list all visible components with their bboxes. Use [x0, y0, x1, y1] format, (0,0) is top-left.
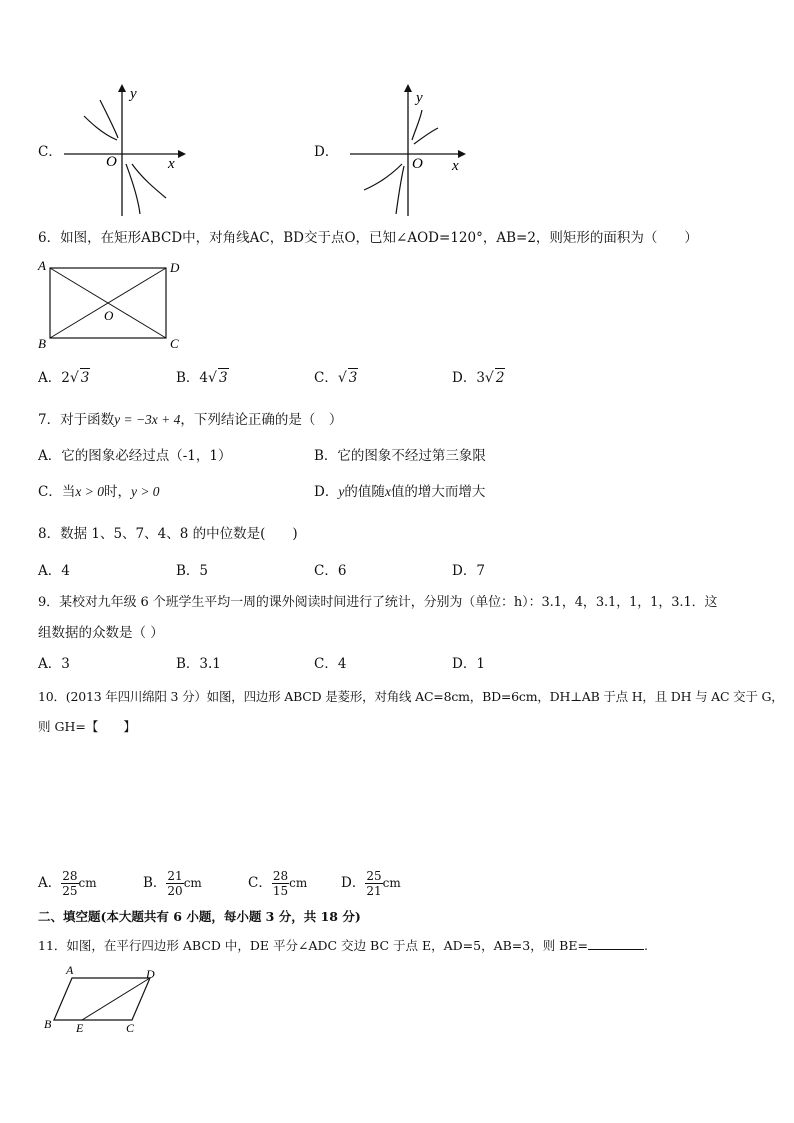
q11-label-c: C: [126, 1021, 135, 1034]
fraction: $\frac{21}{20}$: [167, 869, 183, 898]
q6-label-d: D: [170, 260, 180, 275]
fraction: $\frac{25}{21}$: [366, 869, 382, 898]
sqrt-icon: √: [337, 370, 347, 386]
q6-option-d[interactable]: D．3√ 2: [452, 370, 505, 386]
q5c-x-label: x: [168, 156, 175, 172]
q9-option-c[interactable]: C．4: [314, 656, 347, 672]
q5-option-d-label: D．: [314, 144, 339, 160]
q5-option-c-label: C．: [38, 144, 62, 160]
sqrt-icon: √: [69, 370, 79, 386]
sqrt-icon: √: [484, 370, 494, 386]
q8-text: 8．数据 1、5、7、4、8 的中位数是( ): [38, 526, 298, 542]
q11-label-d: D: [146, 967, 155, 981]
fraction: $\frac{28}{25}$: [62, 869, 78, 898]
q10-text-line1: 10．(2013 年四川绵阳 3 分）如图，四边形 ABCD 是菱形，对角线 AC=8cm，BD=6cm，DH⊥AB 于点 H，且 DH 与 AC 交于 G，: [38, 689, 784, 704]
q11-label-a: A: [66, 963, 74, 977]
fraction: $\frac{28}{15}$: [272, 869, 289, 898]
q9-text-line2: 组数据的众数是（ ）: [38, 625, 164, 641]
q10-option-c[interactable]: C． $\frac{28}{15}$ cm: [248, 869, 308, 898]
q9-option-b[interactable]: B．3.1: [176, 656, 221, 672]
q7-text: 7．对于函数y = −3x + 4，下列结论正确的是（ ）: [38, 412, 343, 428]
q6-label-a: A: [38, 258, 46, 273]
q6-option-c[interactable]: C．√ 3: [314, 370, 358, 386]
q7-function: y = −3x + 4: [114, 412, 181, 427]
q9-text-line1: 9．某校对九年级 6 个班学生平均一周的课外阅读时间进行了统计，分别为（单位：h）：3.1，4，3.1，1，1，3.1．这: [38, 595, 718, 610]
q7-option-a[interactable]: A．它的图象必经过点（-1，1）: [38, 448, 232, 464]
q8-option-c[interactable]: C．6: [314, 563, 347, 579]
q5-option-c-graph: [62, 80, 192, 218]
q8-option-d[interactable]: D．7: [452, 563, 485, 579]
q8-option-b[interactable]: B．5: [176, 563, 209, 579]
q10-text-line2: 则 GH=【 】: [38, 719, 136, 734]
q6-label-o: O: [104, 308, 114, 323]
q6-label-c: C: [170, 336, 179, 351]
q5c-origin-label: O: [106, 154, 117, 170]
q6-label-b: B: [38, 336, 46, 351]
q11-label-e: E: [76, 1021, 84, 1034]
sqrt-icon: √: [208, 370, 217, 386]
q6-option-b[interactable]: B．4√ 3: [176, 370, 228, 386]
q7-option-d[interactable]: D．y的值随x值的增大而增大: [314, 484, 486, 500]
q8-option-a[interactable]: A．4: [38, 563, 70, 579]
q7-option-c[interactable]: C．当x > 0时，y > 0: [38, 484, 160, 500]
q9-option-d[interactable]: D．1: [452, 656, 485, 672]
q5d-y-label: y: [416, 90, 423, 106]
q10-option-a[interactable]: A． $\frac{28}{25}$ cm: [38, 869, 97, 898]
q7-option-b[interactable]: B．它的图象不经过第三象限: [314, 448, 486, 464]
q6-option-a[interactable]: A．2√ 3: [38, 370, 90, 386]
q5d-origin-label: O: [412, 156, 423, 172]
q6-text: 6．如图，在矩形ABCD中，对角线AC，BD交于点O，已知∠AOD=120°，AB=2，则矩形的面积为（ ）: [38, 230, 698, 246]
q6-rectangle-figure: [32, 256, 192, 352]
q9-option-a[interactable]: A．3: [38, 656, 70, 672]
q11-text: 11．如图，在平行四边形 ABCD 中，DE 平分∠ADC 交边 BC 于点 E，AD=5，AB=3，则 BE= .: [38, 938, 648, 953]
q11-label-b: B: [44, 1017, 52, 1031]
q11-parallelogram-figure: [36, 962, 166, 1034]
answer-blank[interactable]: [588, 937, 644, 950]
q10-option-d[interactable]: D． $\frac{25}{21}$ cm: [341, 869, 401, 898]
section-2-title: 二、填空题(本大题共有 6 小题，每小题 3 分，共 18 分): [38, 909, 361, 924]
q5d-x-label: x: [452, 158, 459, 174]
q5-option-d-graph: [342, 80, 472, 218]
q5c-y-label: y: [130, 86, 137, 102]
q10-option-b[interactable]: B． $\frac{21}{20}$ cm: [143, 869, 202, 898]
